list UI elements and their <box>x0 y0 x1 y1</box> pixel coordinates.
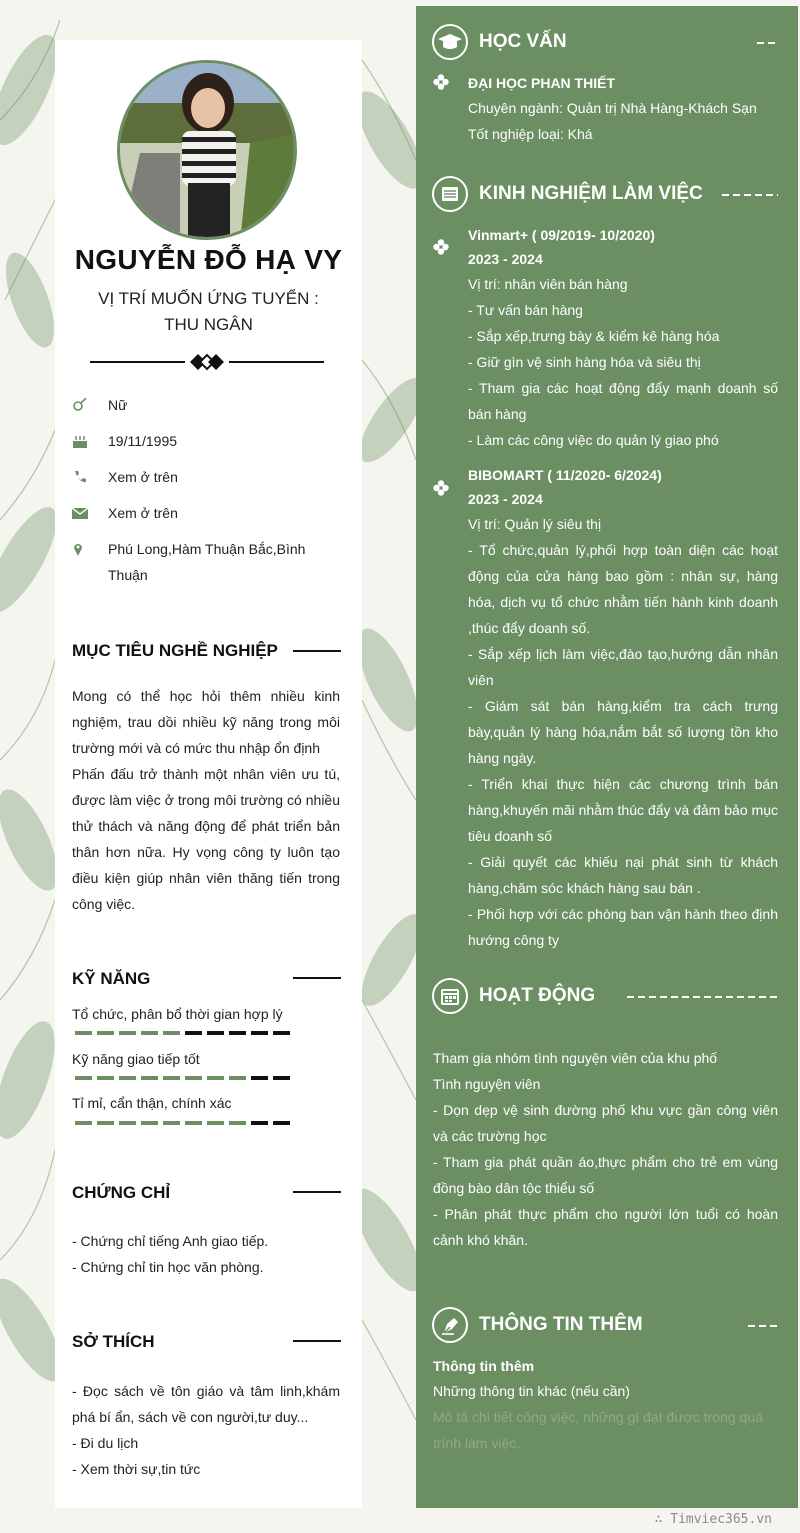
skill-label-3: Tỉ mỉ, cẩn thận, chính xác <box>72 1095 232 1111</box>
skill-segment <box>141 1031 158 1035</box>
activities-list <box>433 1045 778 1253</box>
skill-segment <box>97 1076 114 1080</box>
hobbies-title-line <box>293 1340 341 1342</box>
hobbies-list <box>72 1378 340 1482</box>
extra-info-line: Những thông tin khác (nếu cần) <box>433 1383 630 1399</box>
gender-icon <box>72 398 88 412</box>
skill-segment <box>273 1121 290 1125</box>
job-1-role: Vị trí: nhân viên bán hàng <box>468 276 628 292</box>
job-1-details <box>468 271 778 453</box>
book-icon <box>432 176 468 212</box>
skill-segment <box>207 1031 224 1035</box>
skills-title: KỸ NĂNG <box>72 969 151 988</box>
skill-label-1: Tổ chức, phân bổ thời gian hợp lý <box>72 1006 283 1022</box>
certificates-list <box>72 1228 340 1280</box>
skill-segment <box>97 1121 114 1125</box>
job-duty: - Sắp xếp lịch làm việc,đào tạo,hướng dẫn nhân viên <box>468 646 778 688</box>
job-2-role: Vị trí: Quản lý siêu thị <box>468 516 602 532</box>
extra-info-subtitle: Thông tin thêm <box>433 1358 535 1374</box>
desired-position <box>55 286 362 338</box>
certificate-item: - Chứng chỉ tin học văn phòng. <box>72 1259 264 1275</box>
skill-segment <box>75 1076 92 1080</box>
skill-segment <box>185 1031 202 1035</box>
job-duty: - Tổ chức,quản lý,phối hợp toàn diện các hoạt động của cửa hàng bao gồm : nhân sự, hàng hóa, dịch vụ tổ chức nhằm tiến hành kinh doanh ,thúc đẩy doanh số. <box>468 542 778 636</box>
skill-segment <box>273 1031 290 1035</box>
education-title: HỌC VẤN <box>479 31 567 52</box>
skill-segment <box>163 1031 180 1035</box>
hobby-item: - Đi du lịch <box>72 1435 139 1451</box>
activity-line: Tình nguyện viên <box>433 1076 541 1092</box>
job-duty: - Giữ gìn vệ sinh hàng hóa và siêu thị <box>468 354 701 370</box>
hobbies-title: SỞ THÍCH <box>72 1332 155 1351</box>
flower-bullet-icon <box>433 239 449 255</box>
job-duty: - Tư vấn bán hàng <box>468 302 583 318</box>
extra-info-title: THÔNG TIN THÊM <box>479 1314 643 1335</box>
skill-segment <box>141 1121 158 1125</box>
graduation-cap-icon <box>432 24 468 60</box>
birthday-icon <box>72 434 88 448</box>
email-value: Xem ở trên <box>108 505 178 521</box>
email-icon <box>72 506 88 520</box>
objective-paragraph-1: Mong có thể học hỏi thêm nhiều kinh nghiệm, trau dồi nhiều kỹ năng trong môi trường mới và có mức thu nhập ổn định <box>72 688 340 756</box>
job-duty: - Giải quyết các khiếu nại phát sinh từ khách hàng,chăm sóc khách hàng sau bán . <box>468 854 778 896</box>
activity-line: - Dọn dẹp vệ sinh đường phố khu vực gần công viên và các trường học <box>433 1102 778 1144</box>
objective-title-line <box>293 650 341 652</box>
birthday-value: 19/11/1995 <box>108 433 178 449</box>
objective-text <box>72 683 340 917</box>
skill-segment <box>119 1121 136 1125</box>
job-1-company: Vinmart+ ( 09/2019- 10/2020) <box>468 227 655 243</box>
job-2-details <box>468 511 778 953</box>
skill-segment <box>251 1076 268 1080</box>
job-duty: - Tham gia các hoạt động đẩy mạnh doanh số bán hàng <box>468 380 778 422</box>
candidate-name: NGUYỄN ĐỖ HẠ VY <box>74 244 343 275</box>
address-value: Phú Long,Hàm Thuận Bắc,Bình Thuận <box>108 541 306 583</box>
job-duty: - Làm các công việc do quản lý giao phó <box>468 432 719 448</box>
skill-segment <box>97 1031 114 1035</box>
objective-title: MỤC TIÊU NGHỀ NGHIỆP <box>72 641 278 660</box>
skill-segment <box>207 1121 224 1125</box>
extra-info-dash <box>748 1325 778 1327</box>
skill-bar-3 <box>75 1121 290 1125</box>
avatar <box>117 60 297 240</box>
extra-info-placeholder: Mô tả chi tiết công việc, những gì đạt được trong quá trình làm việc. <box>433 1409 763 1451</box>
watermark: ∴ Timviec365.vn <box>654 1512 772 1527</box>
education-major: Chuyên ngành: Quản trị Nhà Hàng-Khách Sạn <box>468 100 757 116</box>
skill-segment <box>185 1076 202 1080</box>
skill-label-2: Kỹ năng giao tiếp tốt <box>72 1051 200 1067</box>
objective-paragraph-2: Phấn đấu trở thành một nhân viên ưu tú, được làm việc ở trong môi trường có nhiều thử thách và năng động để phát triển bản thân hơn nữa. Hy vọng công ty luôn tạo điều kiện giúp nhân viên thăng tiến trong công việc. <box>72 766 340 912</box>
hobby-item: - Đọc sách về tôn giáo và tâm linh,khám phá bí ẩn, sách về con người,tư duy... <box>72 1383 340 1425</box>
position-line-2: THU NGÂN <box>164 315 253 334</box>
skill-segment <box>75 1121 92 1125</box>
phone-icon <box>72 470 88 484</box>
activities-dash <box>627 996 778 998</box>
skill-segment <box>185 1121 202 1125</box>
activity-line: Tham gia nhóm tình nguyện viên của khu phố <box>433 1050 718 1066</box>
calendar-icon <box>432 978 468 1014</box>
skill-segment <box>141 1076 158 1080</box>
skill-segment <box>75 1031 92 1035</box>
skill-segment <box>163 1121 180 1125</box>
flower-bullet-icon <box>433 480 449 496</box>
skill-bar-1 <box>75 1031 290 1035</box>
job-duty: - Giám sát bán hàng,kiểm tra cách trưng bày,quản lý hàng hóa,nắm bắt số lượng tồn kho hàng ngày. <box>468 698 778 766</box>
job-duty: - Phối hợp với các phòng ban vận hành theo định hướng công ty <box>468 906 778 948</box>
skill-segment <box>119 1076 136 1080</box>
certificate-item: - Chứng chỉ tiếng Anh giao tiếp. <box>72 1233 269 1249</box>
job-duty: - Triển khai thực hiện các chương trình bán hàng,khuyến mãi nhằm thúc đẩy và đảm bảo mục tiêu doanh số <box>468 776 778 844</box>
position-line-1: VỊ TRÍ MUỐN ỨNG TUYỂN : <box>98 289 319 308</box>
hobby-item: - Xem thời sự,tin tức <box>72 1461 201 1477</box>
skill-bar-2 <box>75 1076 290 1080</box>
job-1-period: 2023 - 2024 <box>468 251 543 267</box>
flower-bullet-icon <box>433 74 449 90</box>
skill-segment <box>229 1121 246 1125</box>
skill-segment <box>163 1076 180 1080</box>
name-divider <box>90 352 324 372</box>
job-2-company: BIBOMART ( 11/2020- 6/2024) <box>468 467 662 483</box>
skill-segment <box>251 1121 268 1125</box>
activity-line: - Tham gia phát quần áo,thực phẩm cho trẻ em vùng đồng bào dân tộc thiểu số <box>433 1154 778 1196</box>
skill-segment <box>273 1076 290 1080</box>
experience-title: KINH NGHIỆM LÀM VIỆC <box>479 183 703 204</box>
experience-dash <box>722 194 778 196</box>
skill-segment <box>229 1031 246 1035</box>
activities-title: HOẠT ĐỘNG <box>479 985 596 1006</box>
skills-title-line <box>293 977 341 979</box>
skill-segment <box>119 1031 136 1035</box>
job-2-period: 2023 - 2024 <box>468 491 543 507</box>
skill-segment <box>207 1076 224 1080</box>
school-name: ĐẠI HỌC PHAN THIẾT <box>468 75 615 91</box>
job-duty: - Sắp xếp,trưng bày & kiểm kê hàng hóa <box>468 328 720 344</box>
activity-line: - Phân phát thực phẩm cho người lớn tuổi có hoàn cảnh khó khăn. <box>433 1206 778 1248</box>
education-grade: Tốt nghiệp loại: Khá <box>468 126 593 142</box>
location-icon <box>72 542 88 556</box>
skill-segment <box>229 1076 246 1080</box>
pen-icon <box>432 1307 468 1343</box>
skill-segment <box>251 1031 268 1035</box>
certificates-title-line <box>293 1191 341 1193</box>
education-dash <box>757 42 777 44</box>
certificates-title: CHỨNG CHỈ <box>72 1183 171 1202</box>
phone-value: Xem ở trên <box>108 469 178 485</box>
gender-value: Nữ <box>108 397 128 413</box>
